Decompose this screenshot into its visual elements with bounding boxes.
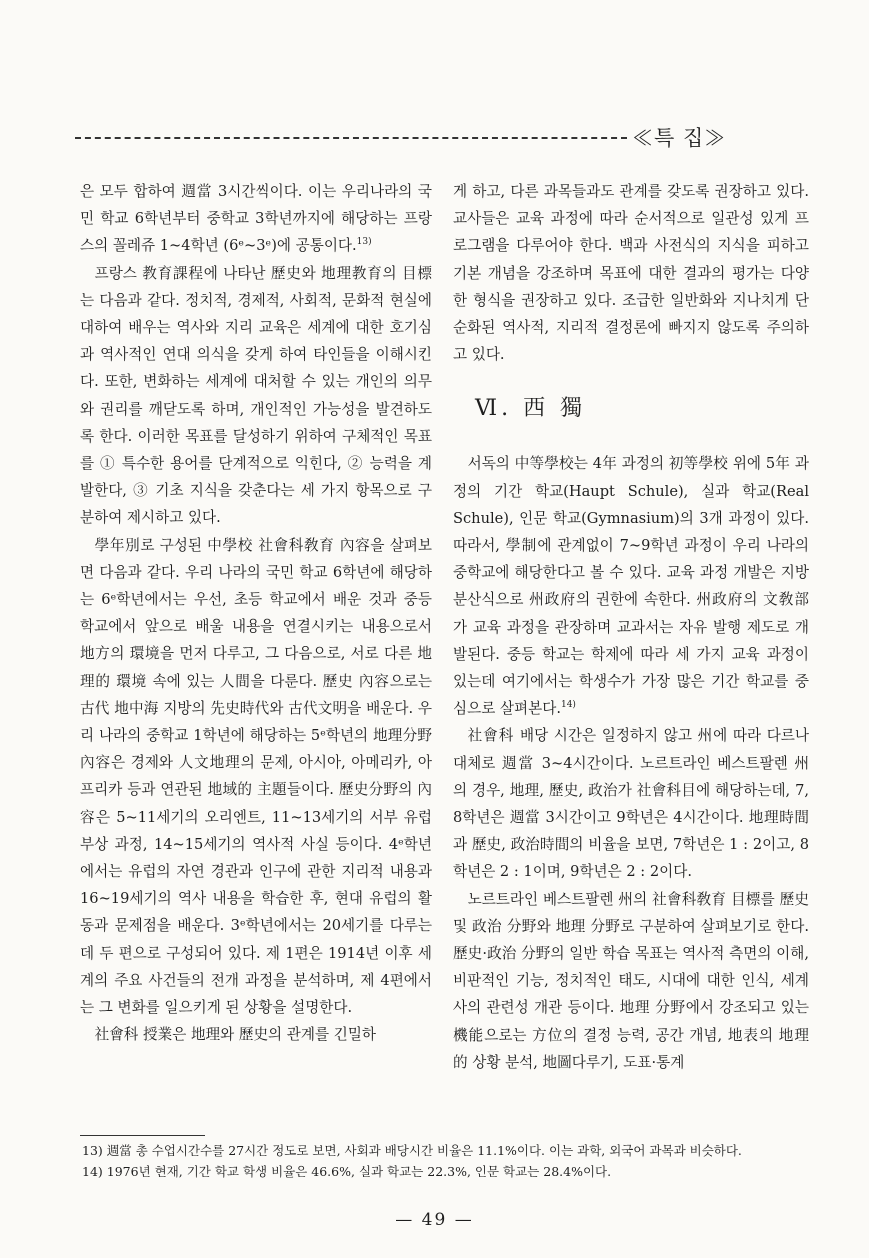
footnote-ref: 14) [560, 700, 576, 711]
footnote-13: 13) 週當 총 수업시간수를 27시간 정도로 보면, 사회과 배당시간 비율은 11.1%이다. 이는 과학, 외국어 과목과 비슷하다. [82, 1143, 742, 1158]
right-column [453, 178, 809, 1076]
footnote-ref: 13) [356, 237, 372, 248]
footnotes [82, 1140, 812, 1182]
section-tag: ≪특 집≫ [632, 126, 727, 150]
header-dashed-rule [75, 137, 627, 139]
paragraph: 노르트라인 베스트팔렌 州의 社會科敎育 目標를 歷史 및 政治 分野와 地理 分野로 구분하여 살펴보기로 한다. 歷史·政治 分野의 일반 학습 목표는 역사적 측면의 이해, 비판적인 기능, 정치적인 태도, 시대에 대한 인식, 세계사의 관련성 개관 등이다. 地理 分野에서 강조되고 있는 機能으로는 方位의 결정 능력, 공간 개념, 地表의 地理的 상황 분석, 地圖다루기, 도표·통계 [453, 890, 809, 1071]
paragraph: 프랑스 教育課程에 나타난 歷史와 地理教育의 目標는 다음과 같다. 정치적, 경제적, 사회적, 문화적 현실에 대하여 배우는 역사와 지리 교육은 세계에 대한 호기심과 역사적인 연대 의식을 갖게 하여 타인들을 이해시킨다. 또한, 변화하는 세계에 대처할 수 있는 개인의 의무와 권리를 깨닫도록 하며, 개인적인 가능성을 발견하도록 한다. 이러한 목표를 달성하기 위하여 구체적인 목표를 ① 특수한 용어를 단계적으로 익힌다, ② 능력을 계발한다, ③ 기초 지식을 갖춘다는 세 가지 항목으로 구분하여 제시하고 있다. [80, 264, 432, 527]
footnote-rule [80, 1135, 205, 1136]
paragraph: 學年別로 구성된 中學校 社會科敎育 內容을 살펴보면 다음과 같다. 우리 나라의 국민 학교 6학년에 해당하는 6ᵉ학년에서는 우선, 초등 학교에서 배운 것과 중등 학교에서 앞으로 배울 내용을 연결시키는 내용으로서 地方의 環境을 먼저 다루고, 그 다음으로, 서로 다른 地理的 環境 속에 있는 人間을 다룬다. 歷史 內容으로는 古代 地中海 지방의 先史時代와 古代文明을 배운다. 우리 나라의 중학교 1학년에 해당하는 5ᵉ학년의 地理分野 內容은 경제와 人文地理의 문제, 아시아, 아메리카, 아프리카 등과 연관된 地域的 主題들이다. 歷史分野의 內容은 5~11세기의 오리엔트, 11~13세기의 서부 유럽 부상 과정, 14~15세기의 역사적 사실 등이다. 4ᵉ학년에서는 유럽의 자연 경관과 인구에 관한 지리적 내용과 16~19세기의 역사 내용을 학습한 후, 현대 유럽의 활동과 문제점을 배운다. 3ᵉ학년에서는 20세기를 다루는 데 두 편으로 구성되어 있다. 제 1편은 1914년 이후 세계의 주요 사건들의 전개 과정을 분석하며, 제 4편에서는 그 변화를 일으키게 된 상황을 설명한다. [80, 536, 432, 1017]
left-column [80, 178, 432, 1049]
paragraph: 社會科 授業은 地理와 歷史의 관계를 긴밀하 [94, 1026, 377, 1044]
paragraph: 게 하고, 다른 과목들과도 관계를 갖도록 권장하고 있다. 교사들은 교육 과정에 따라 순서적으로 일관성 있게 프로그램을 다루어야 한다. 백과 사전식의 지식을 피하고 기본 개념을 강조하며 목표에 대한 결과의 평가는 다양한 형식을 권장하고 있다. 조급한 일반화와 지나치게 단순화된 역사적, 지리적 결정론에 빠지지 않도록 주의하고 있다. [453, 183, 809, 364]
paragraph: 서독의 中等學校는 4年 과정의 初等學校 위에 5年 과정의 기간 학교(Haupt Schule), 실과 학교(Real Schule), 인문 학교(Gymnasium)의 3개 과정이 있다. 따라서, 學制에 관계없이 7~9학년 과정이 우리 나라의 중학교에 해당한다고 볼 수 있다. 교육 과정 개발은 지방 분산식으로 州政府의 권한에 속한다. 州政府의 文敎部가 교육 과정을 관장하며 교과서는 자유 발행 제도로 개발된다. 중등 학교는 학제에 따라 세 가지 교육 과정이 있는데 여기에서는 학생수가 가장 많은 기간 학교를 중심으로 살펴본다.$^{14)}$ [453, 455, 809, 718]
page-number: — 49 — [395, 1210, 474, 1230]
section-heading: Ⅵ. 西 獨 [475, 396, 587, 422]
footnote-14: 14) 1976년 현재, 기간 학교 학생 비율은 46.6%, 실과 학교는 22.3%, 인문 학교는 28.4%이다. [82, 1164, 612, 1179]
paragraph: 은 모두 합하여 週當 3시간씩이다. 이는 우리나라의 국민 학교 6학년부터 중학교 3학년까지에 해당하는 프랑스의 꼴레쥬 1~4학년 (6ᵉ~3ᵉ)에 공통이다.$^{13)}$ [80, 183, 432, 255]
paragraph: 社會科 배당 시간은 일정하지 않고 州에 따라 다르나 대체로 週當 3~4시간이다. 노르트라인 베스트팔렌 州의 경우, 地理, 歷史, 政治가 社會科目에 해당하는데, 7, 8학년은 週當 3시간이고 9학년은 4시간이다. 地理時間과 歷史, 政治時間의 비율을 보면, 7학년은 1 : 2이고, 8학년은 2 : 1이며, 9학년은 2 : 2이다. [453, 727, 809, 881]
